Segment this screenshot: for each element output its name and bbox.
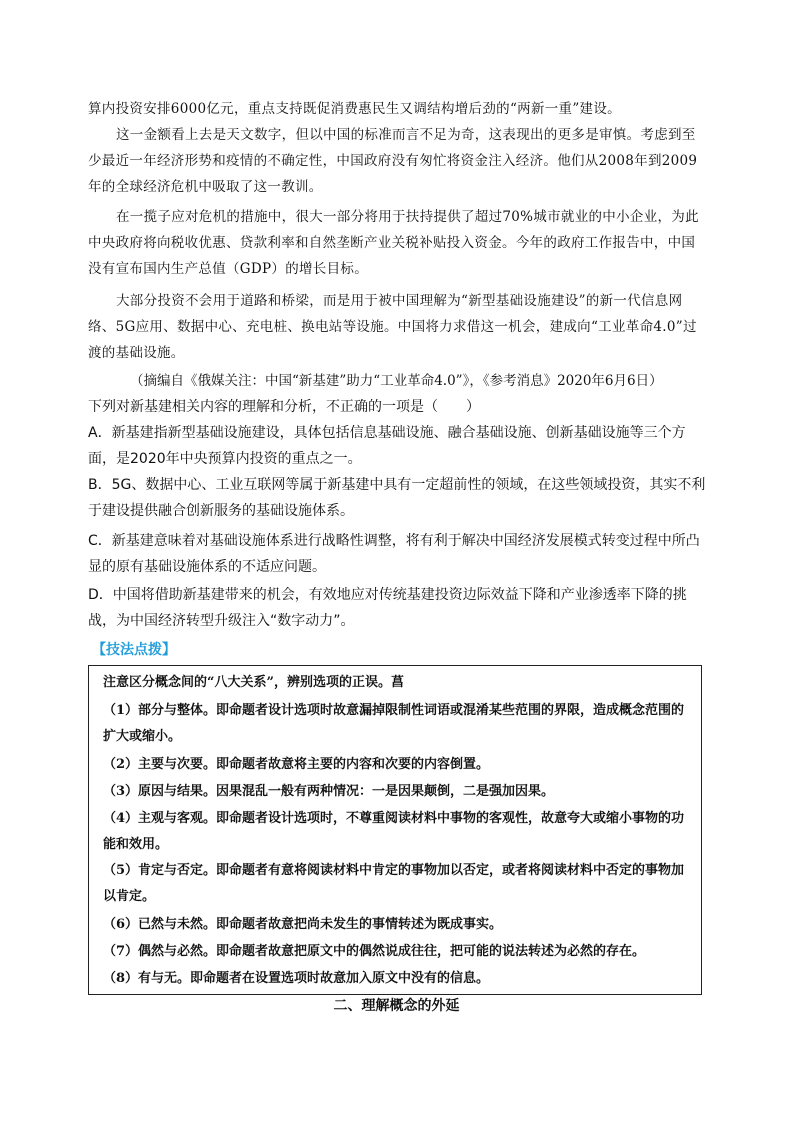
- passage-citation: （摘编自《俄媒关注：中国“新基建”助力“工业革命4.0”》，《参考消息》2020年6月6日）: [130, 373, 663, 389]
- tips-item-5: （5）肯定与否定。即命题者有意将阅读材料中肯定的事物加以否定，或者将阅读材料中否定的事物加以肯定。: [103, 863, 685, 904]
- tips-intro: 注意区分概念间的“八大关系”，辨别选项的正误。菖: [103, 675, 404, 690]
- passage-paragraph-4: 大部分投资不会用于道路和桥梁，而是用于被中国理解为“新型基础设施建设”的新一代信息网络、5G应用、数据中心、充电桩、换电站等设施。中国将力求借这一机会，建成向“工业革命4.0”过渡的基础设施。: [88, 293, 697, 361]
- option-a: A．新基建指新型基础设施建设，具体包括信息基础设施、融合基础设施、创新基础设施等三个方面，是2020年中央预算内投资的重点之一。: [88, 425, 686, 467]
- option-b: B．5G、数据中心、工业互联网等属于新基建中具有一定超前性的领域，在这些领域投资，其实不利于建设提供融合创新服务的基础设施体系。: [88, 477, 706, 519]
- tips-item-1: （1）部分与整体。即命题者设计选项时故意漏掉限制性词语或混淆某些范围的界限，造成概念范围的扩大或缩小。: [103, 703, 685, 744]
- passage-paragraph-3: 在一揽子应对危机的措施中，很大一部分将用于扶持提供了超过70%城市就业的中小企业，为此中央政府将向税收优惠、贷款利率和自然垄断产业关税补贴投入资金。今年的政府工作报告中，中国没有宣布国内生产总值（GDP）的增长目标。: [88, 209, 699, 277]
- question-stem: 下列对新基建相关内容的理解和分析，不正确的一项是（ ）: [88, 399, 480, 415]
- option-c: C．新基建意味着对基础设施体系进行战略性调整，将有利于解决中国经济发展模式转变过程中所凸显的原有基础设施体系的不适应问题。: [88, 533, 700, 575]
- tips-label: 【技法点拨】: [92, 642, 176, 658]
- tips-item-8: （8）有与无。即命题者在设置选项时故意加入原文中没有的信息。: [103, 971, 490, 986]
- section-title: 二、理解概念的外延: [333, 998, 460, 1014]
- tips-item-7: （7）偶然与必然。即命题者故意把原文中的偶然说成往往，把可能的说法转述为必然的存在。: [103, 944, 646, 959]
- tips-item-6: （6）已然与未然。即命题者故意把尚未发生的事情转述为既成事实。: [103, 917, 503, 932]
- passage-paragraph-1: 算内投资安排6000亿元，重点支持既促消费惠民生又调结构增后劲的“两新一重”建设。: [88, 101, 621, 117]
- passage-paragraph-2: 这一金额看上去是天文数字，但以中国的标准而言不足为奇，这表现出的更多是审慎。考虑到至少最近一年经济形势和疫情的不确定性，中国政府没有匆忙将资金注入经济。他们从2008年到2009年的全球经济危机中吸取了这一教训。: [88, 127, 698, 195]
- tips-box: [88, 665, 702, 995]
- option-d: D．中国将借助新基建带来的机会，有效地应对传统基建投资边际效益下降和产业渗透率下降的挑战，为中国经济转型升级注入“数字动力”。: [88, 587, 687, 629]
- tips-item-2: （2）主要与次要。即命题者故意将主要的内容和次要的内容倒置。: [103, 757, 490, 772]
- tips-item-3: （3）原因与结果。因果混乱一般有两种情况：一是因果颠倒，二是强加因果。: [103, 784, 555, 799]
- tips-item-4: （4）主观与客观。即命题者设计选项时，不尊重阅读材料中事物的客观性，故意夸大或缩小事物的功能和效用。: [103, 811, 685, 852]
